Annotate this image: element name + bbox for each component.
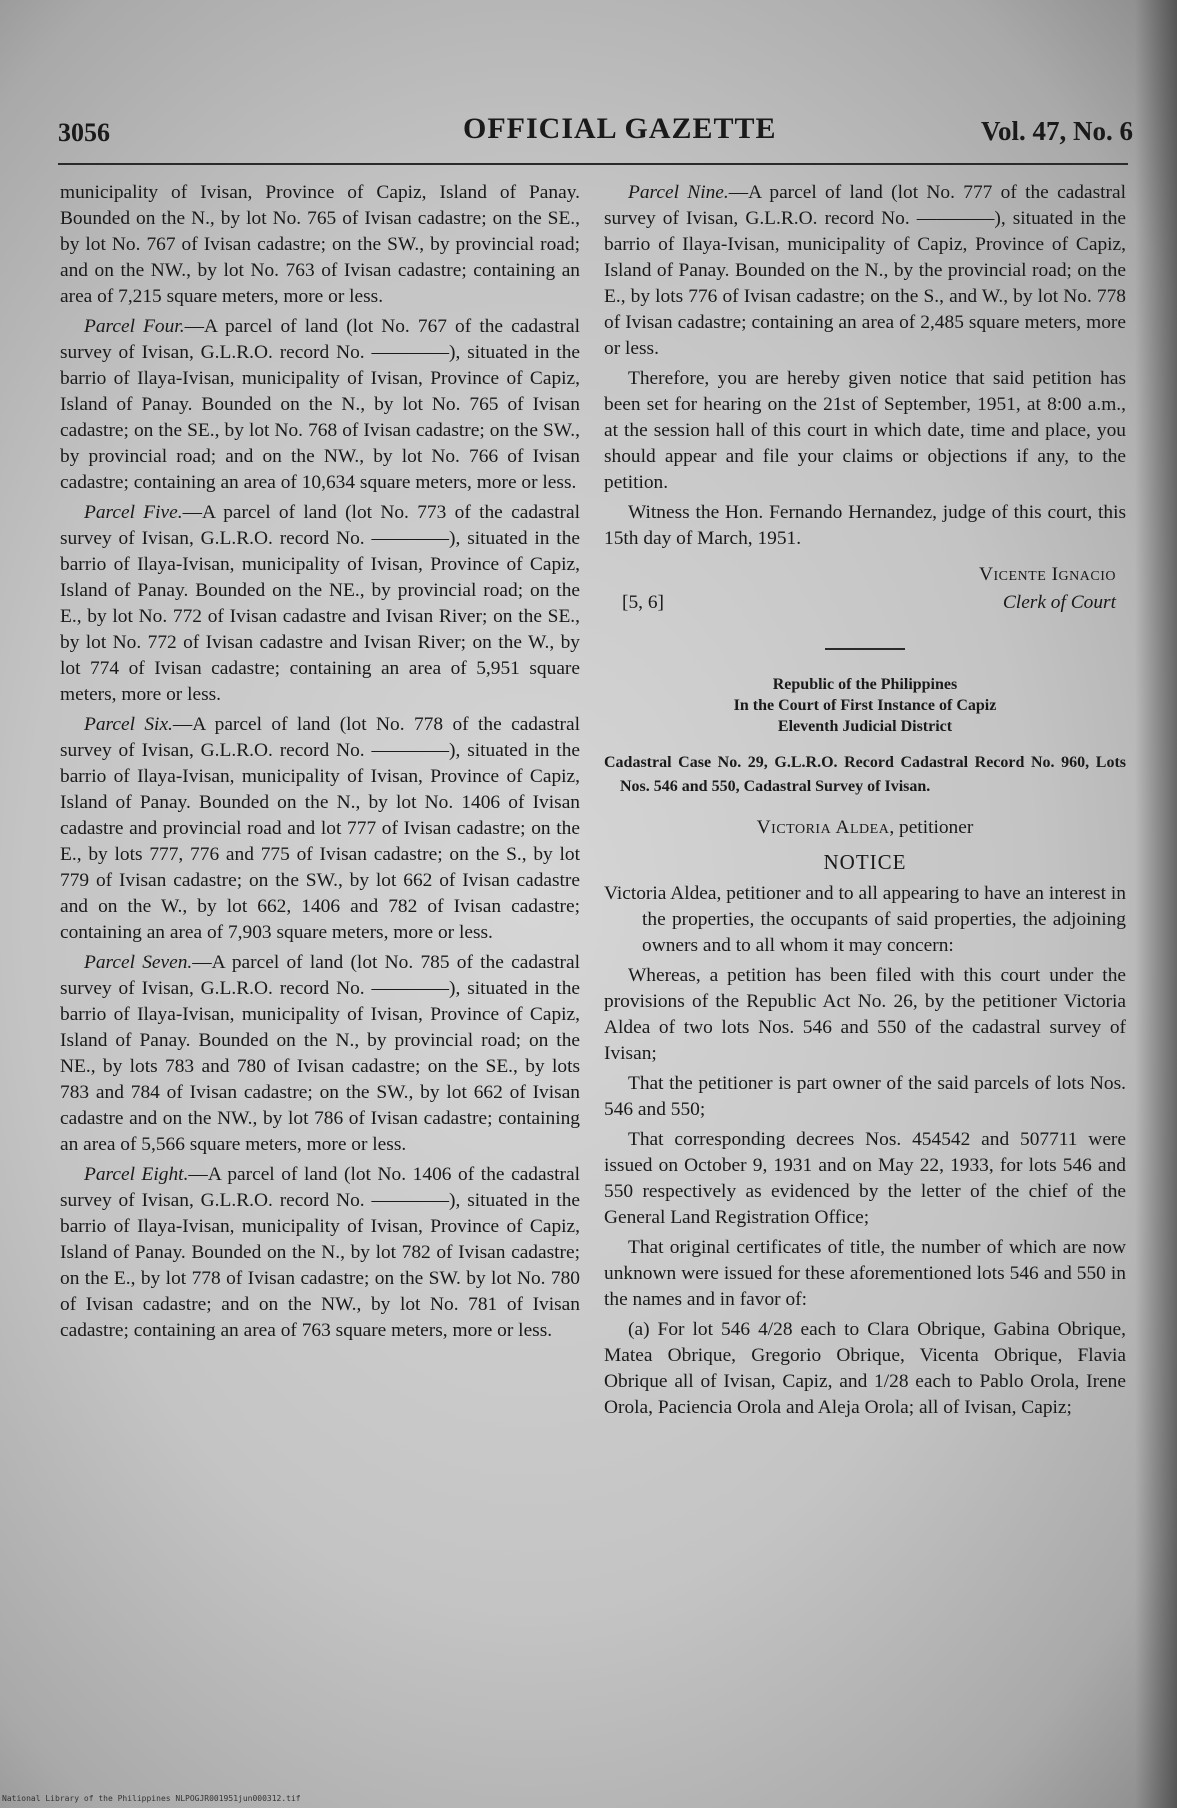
parcel-text: —A parcel of land (lot No. 767 of the cadastral survey of Ivisan, G.L.R.O. record No. ————), situated in the barrio of Ilaya-Ivisan, municipality of Ivisan, Province of Capiz, Island of Panay. Bounded on the N., by lot No. 765 of Ivisan cadastre; on the SE., by lot No. 768 of Ivisan cadastre; on the SW., by provincial road; and on the NW., by lot No. 766 of Ivisan cadastre; containing an area of 10,634 square meters, more or less. <box>60 316 581 493</box>
case-caption: Cadastral Case No. 29, G.L.R.O. Record Cadastral Record No. 960, Lots Nos. 546 and 550, Cadastral Survey of Ivisan. <box>604 754 1126 795</box>
issue-reference: [5, 6] <box>622 592 665 613</box>
right-column <box>604 180 1126 1421</box>
part-owner-paragraph: That the petitioner is part owner of the said parcels of lots Nos. 546 and 550; <box>604 1073 1126 1120</box>
section-divider <box>825 648 905 650</box>
parcel-text: —A parcel of land (lot No. 1406 of the cadastral survey of Ivisan, G.L.R.O. record No. ————), situated in the barrio of Ilaya-Ivisan, municipality of Ivisan, Province of Capiz, Island of Panay. Bounded on the N., by lot 782 of Ivisan cadastre; on the E., by lot 778 of Ivisan cadastre; on the SW. by lot No. 780 of Ivisan cadastre; and on the NW., by lot No. 781 of Ivisan cadastre; containing an area of 763 square meters, more or less. <box>60 1164 580 1341</box>
notice-addressee: Victoria Aldea, petitioner and to all appearing to have an interest in the properties, the occupants of said properties, the adjoining owners and to all whom it may concern: <box>604 883 1126 956</box>
witness-paragraph: Witness the Hon. Fernando Hernandez, judge of this court, this 15th day of March, 1951. <box>604 502 1126 549</box>
scan-edge-shadow <box>1135 0 1177 1808</box>
parcel-nine <box>604 180 1126 362</box>
volume-number: Vol. 47, No. 6 <box>980 116 1133 146</box>
clerk-title: Clerk of Court <box>1002 592 1116 613</box>
court-heading-line3: Eleventh Judicial District <box>777 718 953 735</box>
publication-title: OFFICIAL GAZETTE <box>463 112 777 145</box>
petitioner-line <box>604 815 1126 841</box>
parcel-seven <box>60 950 580 1158</box>
scan-footer: National Library of the Philippines NLPOGJR001951jun000312.tif <box>2 1794 301 1803</box>
petitioner-name: Victoria Aldea <box>756 817 890 838</box>
certificates-paragraph: That original certificates of title, the number of which are now unknown were issued for these aforementioned lots 546 and 550 in the names and in favor of: <box>604 1237 1126 1310</box>
parcel-label: Parcel Six. <box>84 714 173 735</box>
court-heading-line2: In the Court of First Instance of Capiz <box>733 697 997 714</box>
hearing-notice-paragraph: Therefore, you are hereby given notice that said petition has been set for hearing on the 21st of September, 1951, at 8:00 a.m., at the session hall of this court in which date, time and place, you should appear and file your claims or objections if any, to the petition. <box>604 368 1126 493</box>
parcel-text: —A parcel of land (lot No. 773 of the cadastral survey of Ivisan, G.L.R.O. record No. ————), situated in the barrio of Ilaya-Ivisan, municipality of Ivisan, Province of Capiz, Island of Panay. Bounded on the NE., by provincial road; on the E., by lot No. 772 of Ivisan cadastre and Ivisan River; on the SE., by lot No. 772 of Ivisan cadastre and Ivisan River; on the W., by lot 774 of Ivisan cadastre; containing an area of 5,951 square meters, more or less. <box>60 502 581 705</box>
signature-block <box>604 562 1126 620</box>
petitioner-role: , petitioner <box>889 817 974 838</box>
page-header <box>58 112 1133 156</box>
parcel-label: Parcel Four. <box>84 316 185 337</box>
parcel-text: —A parcel of land (lot No. 777 of the cadastral survey of Ivisan, G.L.R.O. record No. ————), situated in the barrio of Ilaya-Ivisan, municipality of Capiz, Province of Capiz, Island of Panay. Bounded on the N., by the provincial road; on the E., by lots 776 of Ivisan cadastre; on the S., and W., by lot No. 778 of Ivisan cadastre; containing an area of 2,485 square meters, more or less. <box>604 182 1126 359</box>
court-heading-line1: Republic of the Philippines <box>772 676 958 693</box>
parcel-four <box>60 314 580 496</box>
parcel-label: Parcel Nine. <box>628 182 729 203</box>
parcel-six <box>60 712 580 946</box>
parcel-eight <box>60 1162 580 1344</box>
parcel-five <box>60 500 580 708</box>
decrees-paragraph: That corresponding decrees Nos. 454542 and 507711 were issued on October 9, 1931 and on May 22, 1933, for lots 546 and 550 respectively as evidenced by the letter of the chief of the General Land Registration Office; <box>604 1129 1126 1228</box>
parcel-label: Parcel Five. <box>84 502 183 523</box>
notice-heading: NOTICE <box>823 850 907 874</box>
parcel-label: Parcel Eight. <box>84 1164 189 1185</box>
parcel-text: —A parcel of land (lot No. 785 of the cadastral survey of Ivisan, G.L.R.O. record No. ————), situated in the barrio of Ilaya-Ivisan, municipality of Ivisan, Province of Capiz, Island of Panay. Bounded on the N., by provincial road; on the NE., by lots 783 and 780 of Ivisan cadastre; on the SE., by lots 783 and 784 of Ivisan cadastre; on the SW., by lot 662 of Ivisan cadastre and on the NW., by lot 786 of Ivisan cadastre; containing an area of 5,566 square meters, more or less. <box>60 952 581 1155</box>
lot-546-owners-paragraph: (a) For lot 546 4/28 each to Clara Obrique, Gabina Obrique, Matea Obrique, Gregorio Obrique, Vicenta Obrique, Flavia Obrique all of Ivisan, Capiz, and 1/28 each to Pablo Orola, Irene Orola, Paciencia Orola and Aleja Orola; all of Ivisan, Capiz; <box>604 1319 1126 1418</box>
page-number: 3056 <box>58 118 110 147</box>
parcel-text: —A parcel of land (lot No. 778 of the cadastral survey of Ivisan, G.L.R.O. record No. ————), situated in the barrio of Ilaya-Ivisan, municipality of Ivisan, Province of Capiz, Island of Panay. Bounded on the N., by lot No. 1406 of Ivisan cadastre and provincial road and lot 777 of Ivisan cadastre; on the E., by lots 777, 776 and 775 of Ivisan cadastre; on the S., by lot 779 of Ivisan cadastre; on the SW., by lot 662 of Ivisan cadastre and on the W., by lot 662, 1406 and 782 of Ivisan cadastre; containing an area of 7,903 square meters, more or less. <box>60 714 580 943</box>
parcel-three-continued: municipality of Ivisan, Province of Capiz, Island of Panay. Bounded on the N., by lot No. 765 of Ivisan cadastre; on the SE., by lot No. 767 of Ivisan cadastre; on the SW., by provincial road; and on the NW., by lot No. 763 of Ivisan cadastre; containing an area of 7,215 square meters, more or less. <box>60 182 580 307</box>
parcel-label: Parcel Seven. <box>84 952 193 973</box>
header-rule <box>58 163 1128 165</box>
whereas-paragraph: Whereas, a petition has been filed with this court under the provisions of the Republic Act No. 26, by the petitioner Victoria Aldea of two lots Nos. 546 and 550 of the cadastral survey of Ivisan; <box>604 965 1126 1064</box>
clerk-name: Vicente Ignacio <box>978 564 1116 585</box>
left-column <box>60 180 580 1344</box>
